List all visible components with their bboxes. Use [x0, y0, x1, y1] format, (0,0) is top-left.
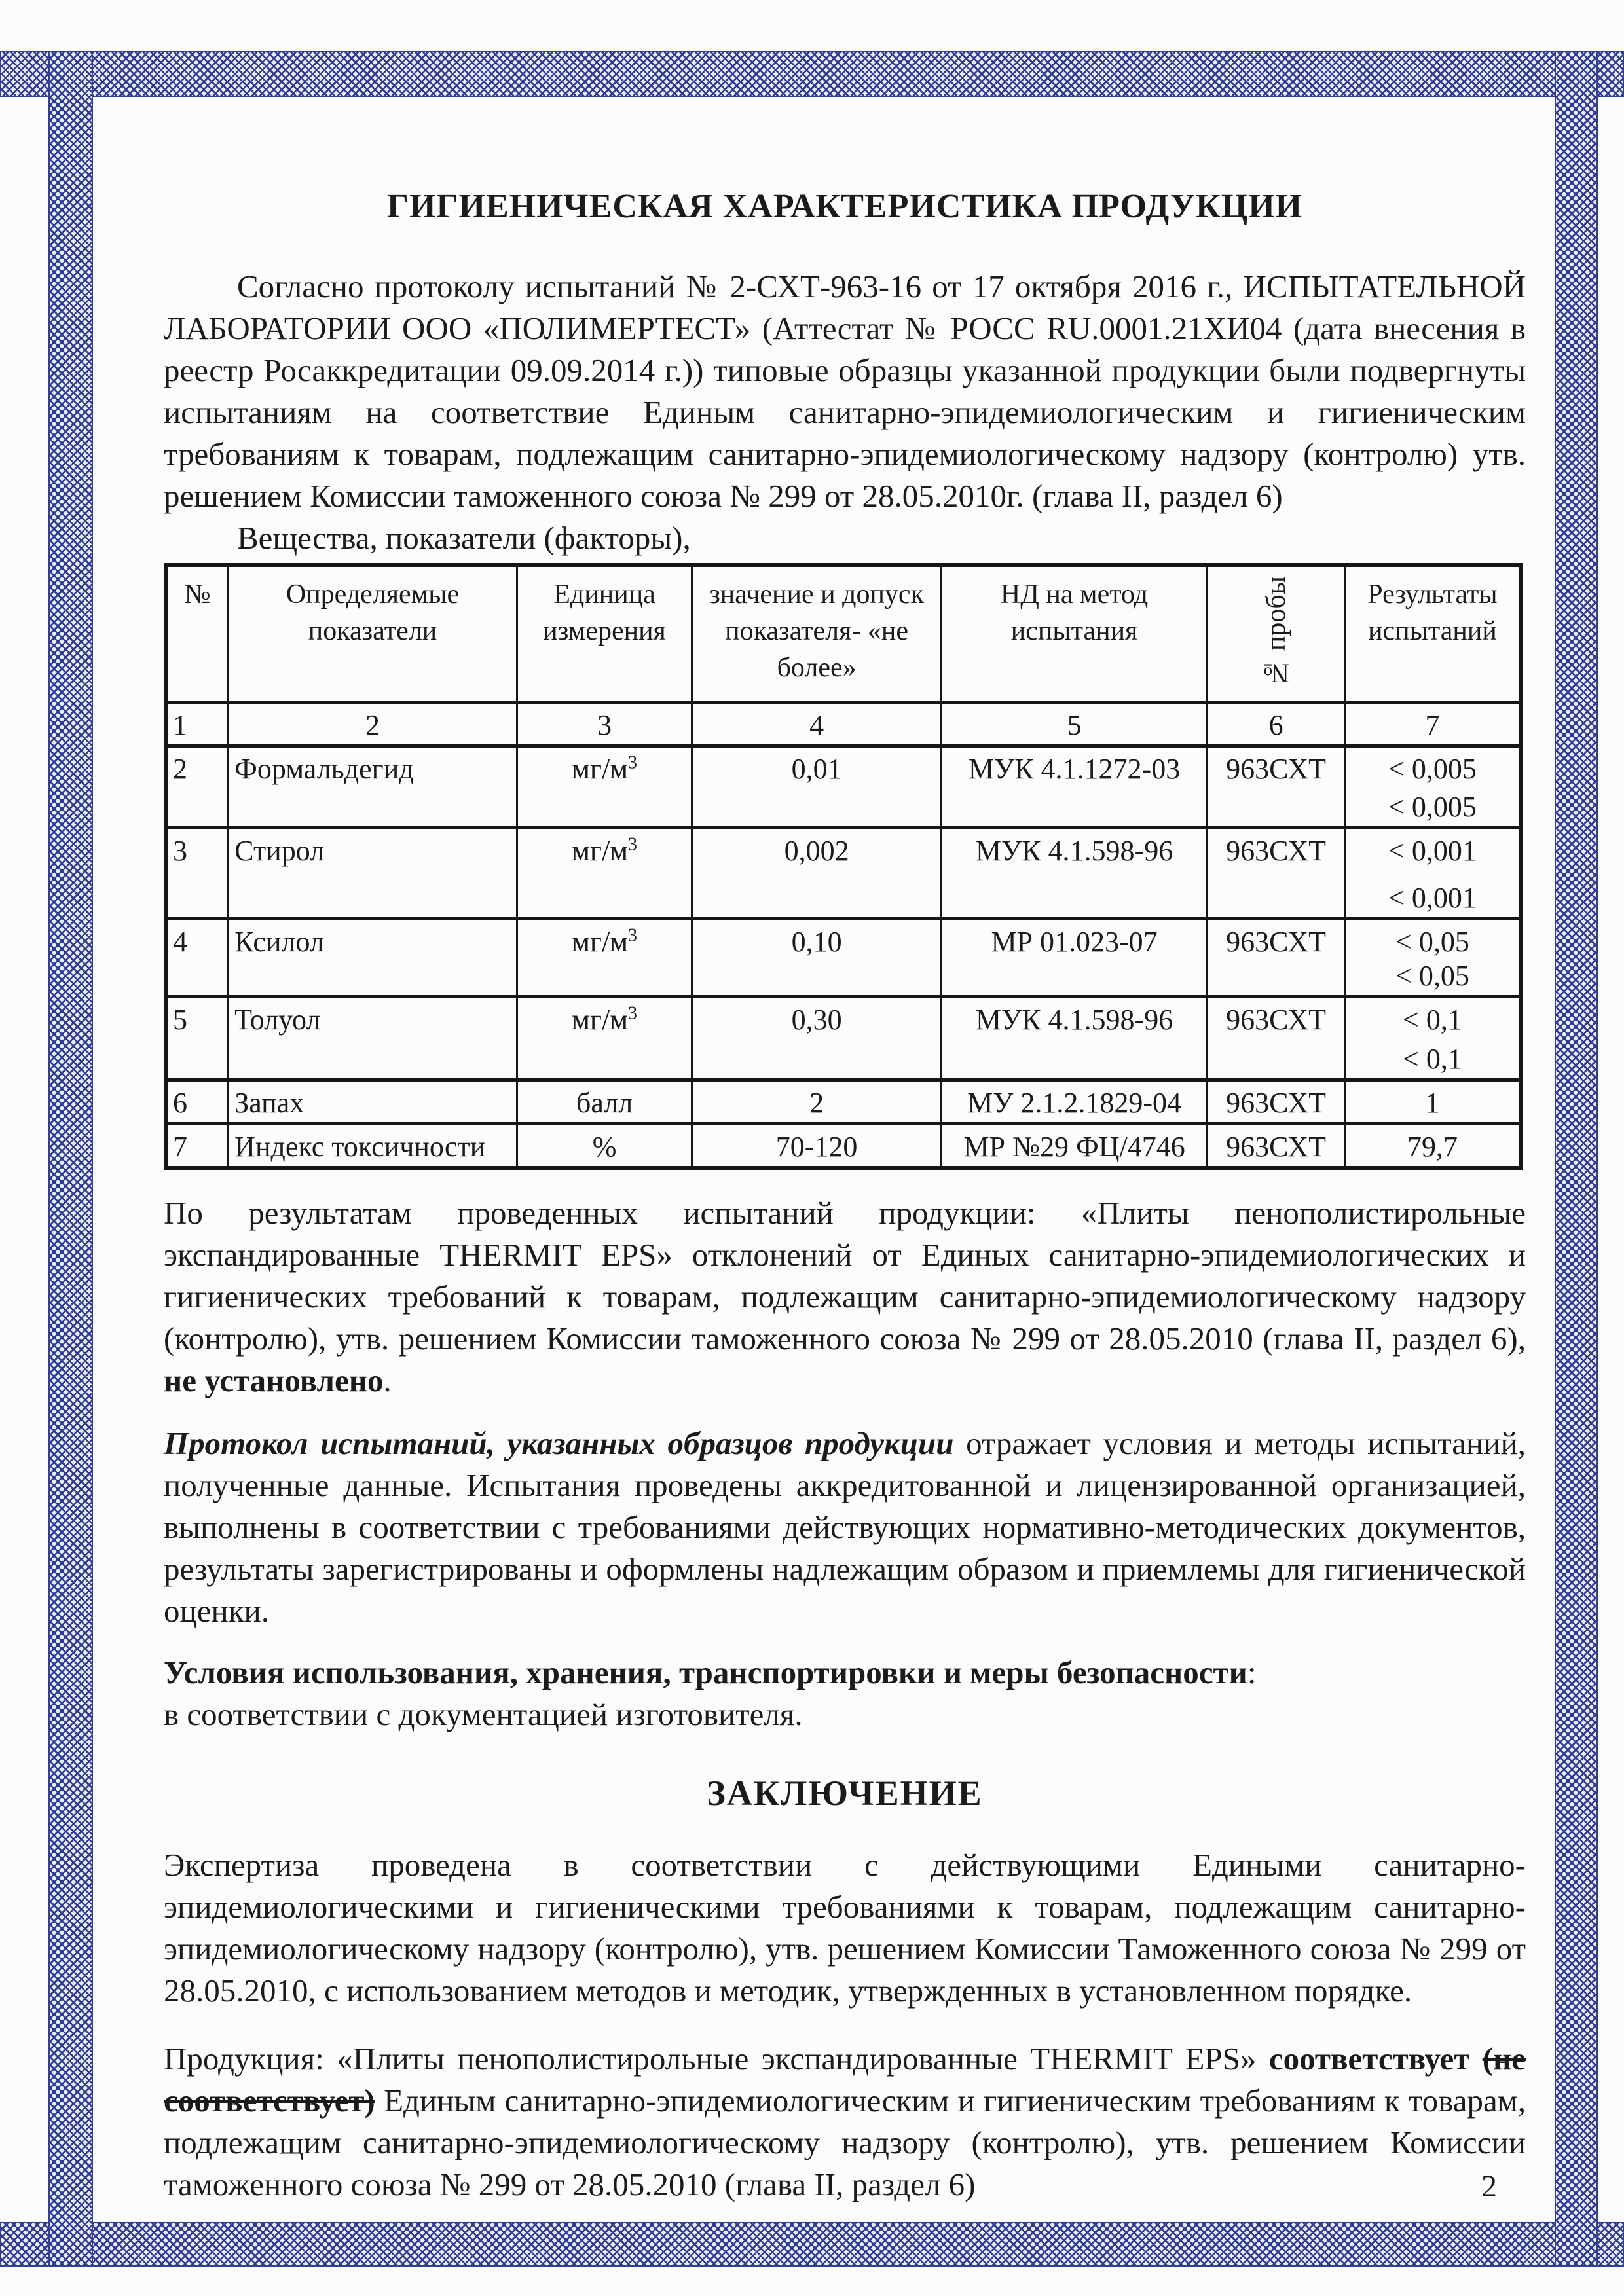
unit-cell: $мг/м^3$ [517, 996, 692, 1080]
sample-no-vertical-label: № пробы [1261, 576, 1291, 688]
substance-name-cell: Индекс токсичности [229, 1123, 517, 1168]
unit-cell: $мг/м^3$ [517, 919, 692, 996]
test-results-table [164, 563, 1523, 1170]
column-number-cell: 4 [692, 702, 942, 746]
col-header-num: № [166, 565, 229, 702]
substance-row-toxicity-index [166, 1123, 1521, 1168]
unit-cell: балл [517, 1080, 692, 1123]
column-number-cell: 3 [517, 702, 692, 746]
method-cell: МУК 4.1.598-96 [941, 996, 1207, 1080]
limit-value-cell: 0,30 [692, 996, 942, 1080]
results-cell [1344, 919, 1521, 996]
conclusion-heading: ЗАКЛЮЧЕНИЕ [707, 1773, 983, 1813]
unit-cell: % [517, 1123, 692, 1168]
results-cell [1344, 746, 1521, 828]
border-pattern-left [48, 51, 93, 2267]
protocol-rest-text: отражает условия и методы испытаний, полученные данные. Испытания проведены аккредитованной и лицензированной организацией, выполнены в соответствии с требованиями действующих нормативно-методических документов, результаты зарегистрированы и оформлены надлежащим образом и приемлемы для гигиенической оценки. [164, 1425, 1526, 1629]
substance-name-cell: Ксилол [229, 919, 517, 996]
unit-superscript: 3 [628, 752, 638, 773]
method-cell: МУ 2.1.2.1829-04 [941, 1080, 1207, 1123]
col-header-unit: Единица измерения [517, 565, 692, 702]
unit-superscript: 3 [628, 924, 638, 945]
row-num-cell: 7 [166, 1123, 229, 1168]
row-num-cell: 2 [166, 746, 229, 828]
substance-name-cell: Запах [229, 1080, 517, 1123]
substance-row-toluene [166, 996, 1521, 1080]
substance-name-cell: Стирол [229, 828, 517, 919]
unit-cell: $мг/м^3$ [517, 746, 692, 828]
substance-row-styrene [166, 828, 1521, 919]
col-header-indicator: Определяемые показатели [229, 565, 517, 702]
substance-name-cell: Формальдегид [229, 746, 517, 828]
conditions-heading-text: Условия использования, хранения, транспортировки и меры безопасности [164, 1654, 1247, 1690]
row-num-cell: 6 [166, 1080, 229, 1123]
result-line: 79,7 [1407, 1130, 1458, 1163]
document-content [164, 0, 1526, 2206]
row-num-cell: 5 [166, 996, 229, 1080]
limit-value-cell: 0,01 [692, 746, 942, 828]
results-cell [1344, 1080, 1521, 1123]
results-paragraph-lead: По результатам проведенных испытаний продукции: «Плиты пенополистирольные экспандированные THERMIT EPS» отклонений от Единых санитарно-эпидемиологических и гигиенических требований к товарам, подлежащим санитарно-эпидемиологическому надзору (контролю), утв. решением Комиссии таможенного союза № 299 от 28.05.2010 (глава II, раздел 6), [164, 1194, 1526, 1357]
not-complies-strikethrough-text: (не соответствует) [164, 2040, 1526, 2119]
column-numbering-row [166, 702, 1521, 746]
column-number-cell: 6 [1208, 702, 1345, 746]
sample-no-cell: 963СХТ [1208, 919, 1345, 996]
conditions-value-line: в соответствии с документацией изготовителя. [164, 1696, 803, 1732]
conditions-colon: : [1247, 1654, 1257, 1690]
method-cell: МУК 4.1.598-96 [941, 828, 1207, 919]
protocol-lead-text: Протокол испытаний, указанных образцов продукции [164, 1425, 954, 1461]
substance-row-odor [166, 1080, 1521, 1123]
limit-value-cell: 2 [692, 1080, 942, 1123]
border-pattern-bottom [0, 2222, 1624, 2267]
results-cell [1344, 1123, 1521, 1168]
results-paragraph [164, 1192, 1526, 1402]
doc-title: ГИГИЕНИЧЕСКАЯ ХАРАКТЕРИСТИКА ПРОДУКЦИИ [386, 188, 1303, 225]
page-number: 2 [1481, 2169, 1497, 2204]
col-header-results: Результаты испытаний [1344, 565, 1521, 702]
unit-superscript: 3 [628, 833, 638, 854]
results-paragraph-tail: . [383, 1362, 392, 1398]
expertise-paragraph: Экспертиза проведена в соответствии с действующими Едиными санитарно-эпидемиологическими и гигиеническими требованиями к товарам, подлежащим санитарно-эпидемиологическому надзору (контролю), утв. решением Комиссии Таможенного союза № 299 от 28.05.2010, с использованием методов и методик, утвержденных в установленном порядке. [164, 1846, 1526, 2009]
col-header-method: НД на метод испытания [941, 565, 1207, 702]
table-caption: Вещества, показатели (факторы), [237, 520, 691, 556]
substance-name-cell: Толуол [229, 996, 517, 1080]
complies-text: соответствует [1268, 2040, 1470, 2077]
col-header-value-limit: значение и допуск показателя- «не более» [692, 565, 942, 702]
column-number-cell: 2 [229, 702, 517, 746]
method-cell: МР 01.023-07 [941, 919, 1207, 996]
result-line: < 0,005 [1388, 752, 1477, 785]
row-num-cell: 3 [166, 828, 229, 919]
column-number-cell: 1 [166, 702, 229, 746]
limit-value-cell: 0,002 [692, 828, 942, 919]
column-number-cell: 7 [1344, 702, 1521, 746]
sample-no-cell: 963СХТ [1208, 996, 1345, 1080]
result-line: < 0,001 [1388, 881, 1477, 914]
table-header-row [166, 565, 1521, 702]
sample-no-cell: 963СХТ [1208, 1123, 1345, 1168]
substance-row-xylene [166, 919, 1521, 996]
unit-cell: $мг/м^3$ [517, 828, 692, 919]
product-paragraph-lead: Продукция: «Плиты пенополистирольные экспандированные THERMIT EPS» [164, 2040, 1269, 2077]
substance-row-formaldehyde [166, 746, 1521, 828]
conditions-heading-line [164, 1652, 1526, 1694]
result-line: < 0,005 [1388, 790, 1477, 823]
result-line: < 0,05 [1395, 925, 1469, 958]
row-num-cell: 4 [166, 919, 229, 996]
limit-value-cell: 70-120 [692, 1123, 942, 1168]
sample-no-cell: 963СХТ [1208, 828, 1345, 919]
result-line: 1 [1425, 1086, 1440, 1119]
limit-value-cell: 0,10 [692, 919, 942, 996]
intro-paragraph: Согласно протоколу испытаний № 2-СХТ-963-16 от 17 октября 2016 г., ИСПЫТАТЕЛЬНОЙ ЛАБОРАТОРИИ ООО «ПОЛИМЕРТЕСТ» (Аттестат № РОСС RU.0001.21ХИ04 (дата внесения в реестр Росаккредитации 09.09.2014 г.)) типовые образцы указанной продукции были подвергнуты испытаниям на соответствие Единым санитарно-эпидемиологическим и гигиеническим требованиям к товарам, подлежащим санитарно-эпидемиологическому надзору (контролю) утв. решением Комиссии таможенного союза № 299 от 28.05.2010г. (глава II, раздел 6) [164, 268, 1526, 514]
not-established-text: не установлено [164, 1362, 384, 1398]
col-header-sample-no [1208, 565, 1345, 702]
method-cell: МУК 4.1.1272-03 [941, 746, 1207, 828]
border-pattern-right [1555, 51, 1598, 2267]
result-line: < 0,05 [1395, 959, 1469, 992]
column-number-cell: 5 [941, 702, 1207, 746]
product-paragraph [164, 2038, 1526, 2206]
sample-no-cell: 963СХТ [1208, 746, 1345, 828]
sample-no-cell: 963СХТ [1208, 1080, 1345, 1123]
result-line: < 0,001 [1388, 834, 1477, 867]
product-paragraph-rest: Единым санитарно-эпидемиологическим и гигиеническим требованиям к товарам, подлежащим санитарно-эпидемиологическому надзору (контролю), утв. решением Комиссии таможенного союза № 299 от 28.05.2010 (глава II, раздел 6) [164, 2082, 1526, 2202]
results-cell [1344, 996, 1521, 1080]
protocol-paragraph [164, 1423, 1526, 1632]
result-line: < 0,1 [1403, 1003, 1462, 1036]
result-line: < 0,1 [1403, 1042, 1462, 1075]
method-cell: МР №29 ФЦ/4746 [941, 1123, 1207, 1168]
conditions-block [164, 1652, 1526, 1736]
unit-superscript: 3 [628, 1002, 638, 1023]
results-cell [1344, 828, 1521, 919]
